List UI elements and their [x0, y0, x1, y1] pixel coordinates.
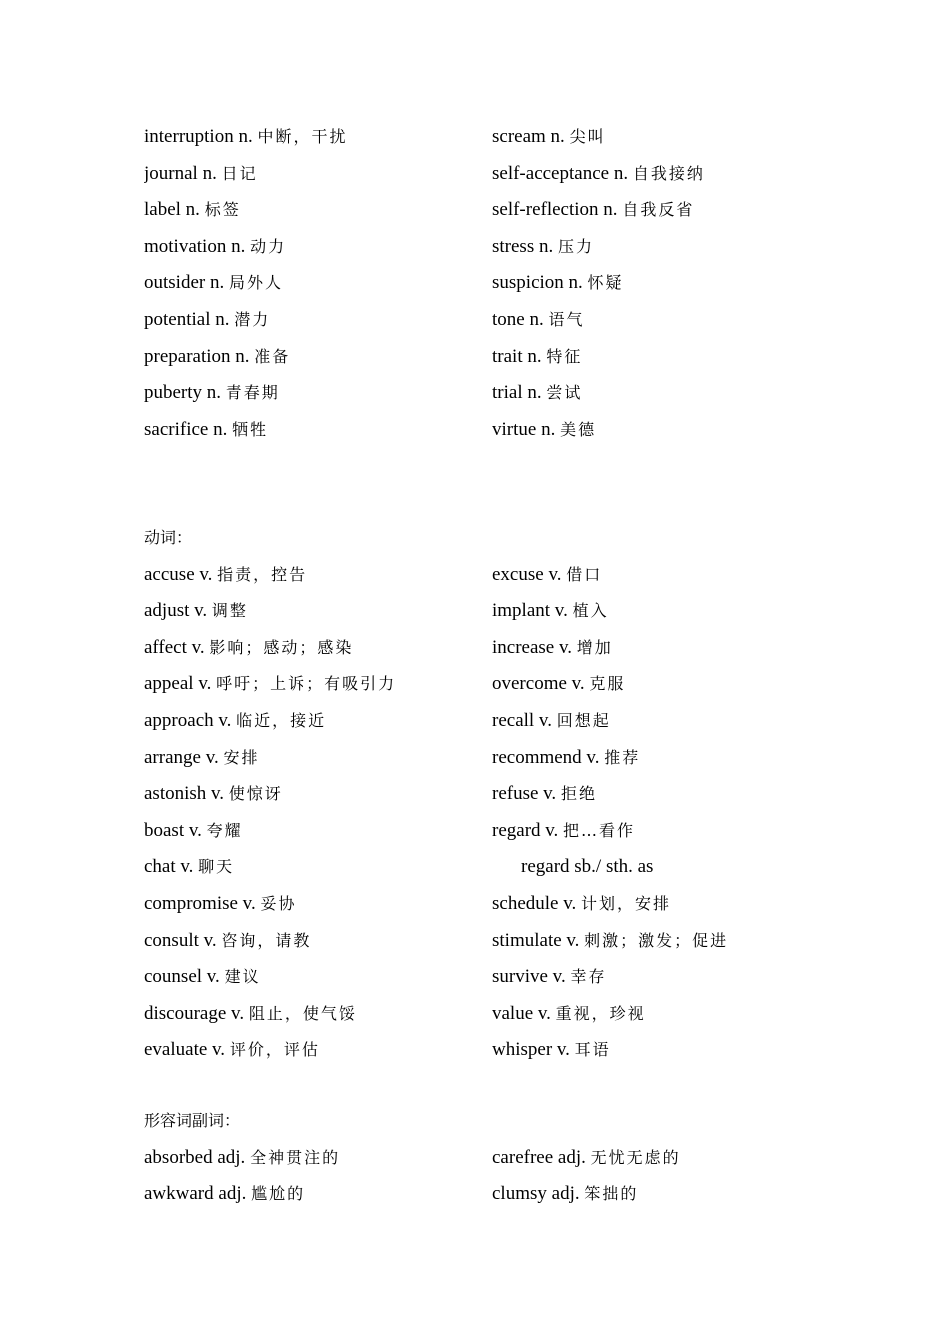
vocab-word: suspicion n.: [492, 272, 583, 294]
vocab-meaning: 阻止，使气馁: [248, 1003, 357, 1023]
vocab-entry: [492, 630, 844, 667]
vocab-meaning: 潜力: [234, 309, 271, 329]
vocab-phrase: [492, 849, 844, 886]
nouns-grid: [144, 119, 844, 448]
vocab-meaning: 特征: [546, 346, 583, 366]
vocab-entry: [492, 302, 844, 339]
vocab-meaning: 语气: [548, 309, 585, 329]
vocab-word: outsider n.: [144, 272, 225, 294]
vocab-meaning: 尴尬的: [251, 1184, 306, 1204]
adjectives-right-column: [492, 1140, 844, 1213]
vocab-word: recall v.: [492, 709, 552, 731]
verbs-left-column: [144, 557, 492, 1069]
vocab-word: evaluate v.: [144, 1039, 226, 1061]
vocab-entry: [144, 302, 492, 339]
vocab-meaning: 刺激；激发；促进: [584, 930, 729, 950]
vocab-meaning: 牺牲: [232, 419, 269, 439]
vocab-word: accuse v.: [144, 563, 213, 585]
vocab-entry: [144, 339, 492, 376]
vocab-word: implant v.: [492, 600, 568, 622]
vocab-entry: [144, 776, 492, 813]
vocab-word: survive v.: [492, 966, 566, 988]
adjectives-left-column: [144, 1140, 492, 1213]
vocab-word: astonish v.: [144, 783, 225, 805]
vocab-meaning: 无忧无虑的: [590, 1147, 681, 1167]
vocab-entry: [492, 156, 844, 193]
vocab-meaning: 笨拙的: [584, 1184, 639, 1204]
vocab-meaning: 调整: [211, 601, 248, 621]
vocab-word: value v.: [492, 1002, 551, 1024]
vocab-meaning: 全神贯注的: [250, 1147, 341, 1167]
vocab-entry: [492, 776, 844, 813]
vocab-meaning: 标签: [204, 200, 241, 220]
vocab-meaning: 克服: [589, 674, 626, 694]
vocab-entry: [144, 703, 492, 740]
vocab-word: arrange v.: [144, 746, 219, 768]
vocab-entry: [492, 339, 844, 376]
vocab-entry: [144, 1176, 492, 1213]
vocab-entry: [492, 996, 844, 1033]
vocab-word: approach v.: [144, 709, 232, 731]
vocab-meaning: 尝试: [546, 383, 583, 403]
vocab-entry: [492, 375, 844, 412]
vocab-entry: [492, 1032, 844, 1069]
vocab-entry: [492, 119, 844, 156]
vocab-word: preparation n.: [144, 345, 250, 367]
vocab-meaning: 咨询，请教: [221, 930, 312, 950]
vocab-word: regard sb./ sth. as: [521, 856, 654, 878]
vocab-meaning: 建议: [224, 967, 261, 987]
vocab-entry: [144, 923, 492, 960]
vocab-meaning: 怀疑: [587, 273, 624, 293]
vocab-meaning: 青春期: [225, 383, 280, 403]
vocab-word: refuse v.: [492, 783, 557, 805]
vocab-entry: [144, 119, 492, 156]
vocab-word: counsel v.: [144, 966, 220, 988]
vocab-meaning: 植入: [572, 601, 609, 621]
vocab-word: virtue n.: [492, 418, 556, 440]
vocab-meaning: 日记: [221, 163, 258, 183]
vocab-meaning: 使惊讶: [228, 784, 283, 804]
vocab-meaning: 美德: [560, 419, 597, 439]
adjectives-section: [144, 1103, 844, 1213]
vocab-meaning: 安排: [223, 747, 260, 767]
vocab-meaning: 拒绝: [560, 784, 597, 804]
vocab-entry: [144, 849, 492, 886]
vocab-word: appeal v.: [144, 673, 212, 695]
vocab-word: trait n.: [492, 345, 542, 367]
vocab-word: sacrifice n.: [144, 418, 228, 440]
verbs-section: [144, 520, 844, 1069]
section-heading: 形容词副词：: [144, 1111, 241, 1130]
vocab-meaning: 影响；感动；感染: [209, 637, 354, 657]
vocab-meaning: 准备: [254, 346, 291, 366]
vocab-entry: [492, 703, 844, 740]
vocab-entry: [144, 959, 492, 996]
vocab-entry: [492, 1140, 844, 1177]
vocab-entry: [492, 1176, 844, 1213]
vocab-entry: [492, 923, 844, 960]
vocab-word: self-acceptance n.: [492, 162, 629, 184]
vocab-entry: [492, 229, 844, 266]
vocab-word: schedule v.: [492, 892, 577, 914]
vocab-entry: [492, 265, 844, 302]
vocab-word: clumsy adj.: [492, 1183, 580, 1205]
vocab-word: consult v.: [144, 929, 217, 951]
vocab-word: stress n.: [492, 235, 554, 257]
vocab-entry: [492, 666, 844, 703]
vocab-entry: [144, 1032, 492, 1069]
vocab-meaning: 临近，接近: [236, 710, 327, 730]
vocab-word: trial n.: [492, 382, 542, 404]
vocab-meaning: 增加: [576, 637, 613, 657]
vocab-entry: [144, 813, 492, 850]
vocab-entry: [144, 666, 492, 703]
vocab-word: overcome v.: [492, 673, 585, 695]
vocab-word: recommend v.: [492, 746, 600, 768]
vocab-meaning: 重视，珍视: [555, 1003, 646, 1023]
nouns-section: [144, 119, 844, 448]
vocab-meaning: 耳语: [574, 1040, 611, 1060]
vocab-entry: [492, 412, 844, 449]
vocab-word: carefree adj.: [492, 1146, 586, 1168]
vocab-word: tone n.: [492, 308, 544, 330]
vocab-word: whisper v.: [492, 1039, 570, 1061]
verbs-grid: [144, 557, 844, 1069]
vocab-entry: [144, 886, 492, 923]
vocab-word: awkward adj.: [144, 1183, 247, 1205]
vocab-entry: [144, 630, 492, 667]
vocab-word: self-reflection n.: [492, 199, 618, 221]
vocab-meaning: 借口: [566, 564, 603, 584]
vocab-meaning: 回想起: [556, 710, 611, 730]
vocab-entry: [144, 265, 492, 302]
vocab-entry: [144, 593, 492, 630]
vocab-meaning: 指责，控告: [217, 564, 308, 584]
vocab-word: scream n.: [492, 126, 565, 147]
vocab-meaning: 动力: [250, 236, 287, 256]
vocab-word: affect v.: [144, 636, 205, 658]
section-heading: 动词：: [144, 528, 193, 547]
vocab-entry: [144, 156, 492, 193]
vocab-meaning: 把…看作: [563, 820, 636, 840]
vocab-entry: [144, 996, 492, 1033]
vocab-meaning: 幸存: [570, 967, 607, 987]
vocab-meaning: 压力: [557, 236, 594, 256]
vocab-word: adjust v.: [144, 600, 208, 622]
vocab-word: chat v.: [144, 856, 194, 878]
vocab-entry: [144, 192, 492, 229]
vocab-meaning: 中断，干扰: [257, 127, 348, 146]
vocab-word: increase v.: [492, 636, 572, 658]
vocab-entry: [492, 886, 844, 923]
vocab-word: absorbed adj.: [144, 1146, 246, 1168]
nouns-left-column: [144, 119, 492, 448]
nouns-right-column: [492, 119, 844, 448]
vocab-word: boast v.: [144, 819, 202, 841]
vocab-meaning: 评价，评估: [229, 1040, 320, 1060]
vocab-word: motivation n.: [144, 235, 246, 257]
vocab-word: label n.: [144, 199, 200, 221]
vocab-entry: [144, 557, 492, 594]
vocab-word: excuse v.: [492, 563, 562, 585]
vocab-meaning: 尖叫: [569, 127, 606, 146]
adjectives-grid: [144, 1140, 844, 1213]
vocab-word: compromise v.: [144, 892, 256, 914]
vocab-word: potential n.: [144, 308, 230, 330]
vocab-meaning: 计划，安排: [581, 893, 672, 913]
vocab-meaning: 夸耀: [206, 820, 243, 840]
vocab-entry: [144, 1140, 492, 1177]
vocab-meaning: 妥协: [260, 893, 297, 913]
vocab-word: discourage v.: [144, 1002, 245, 1024]
vocab-entry: [492, 959, 844, 996]
vocab-entry: [144, 412, 492, 449]
vocab-meaning: 推荐: [604, 747, 641, 767]
vocab-entry: [144, 229, 492, 266]
vocab-entry: [144, 375, 492, 412]
vocab-entry: [492, 813, 844, 850]
vocab-entry: [492, 192, 844, 229]
vocab-entry: [492, 593, 844, 630]
vocab-meaning: 局外人: [228, 273, 283, 293]
vocab-word: stimulate v.: [492, 929, 580, 951]
vocab-meaning: 呼吁；上诉；有吸引力: [216, 674, 397, 694]
vocab-word: journal n.: [144, 162, 217, 184]
vocab-entry: [144, 740, 492, 777]
verbs-right-column: [492, 557, 844, 1069]
vocab-meaning: 自我反省: [622, 200, 695, 220]
vocab-entry: [492, 557, 844, 594]
vocab-meaning: 聊天: [198, 857, 235, 877]
vocab-word: puberty n.: [144, 382, 222, 404]
vocab-word: interruption n.: [144, 126, 253, 147]
vocab-meaning: 自我接纳: [632, 163, 705, 183]
vocab-entry: [492, 740, 844, 777]
vocab-word: regard v.: [492, 819, 559, 841]
